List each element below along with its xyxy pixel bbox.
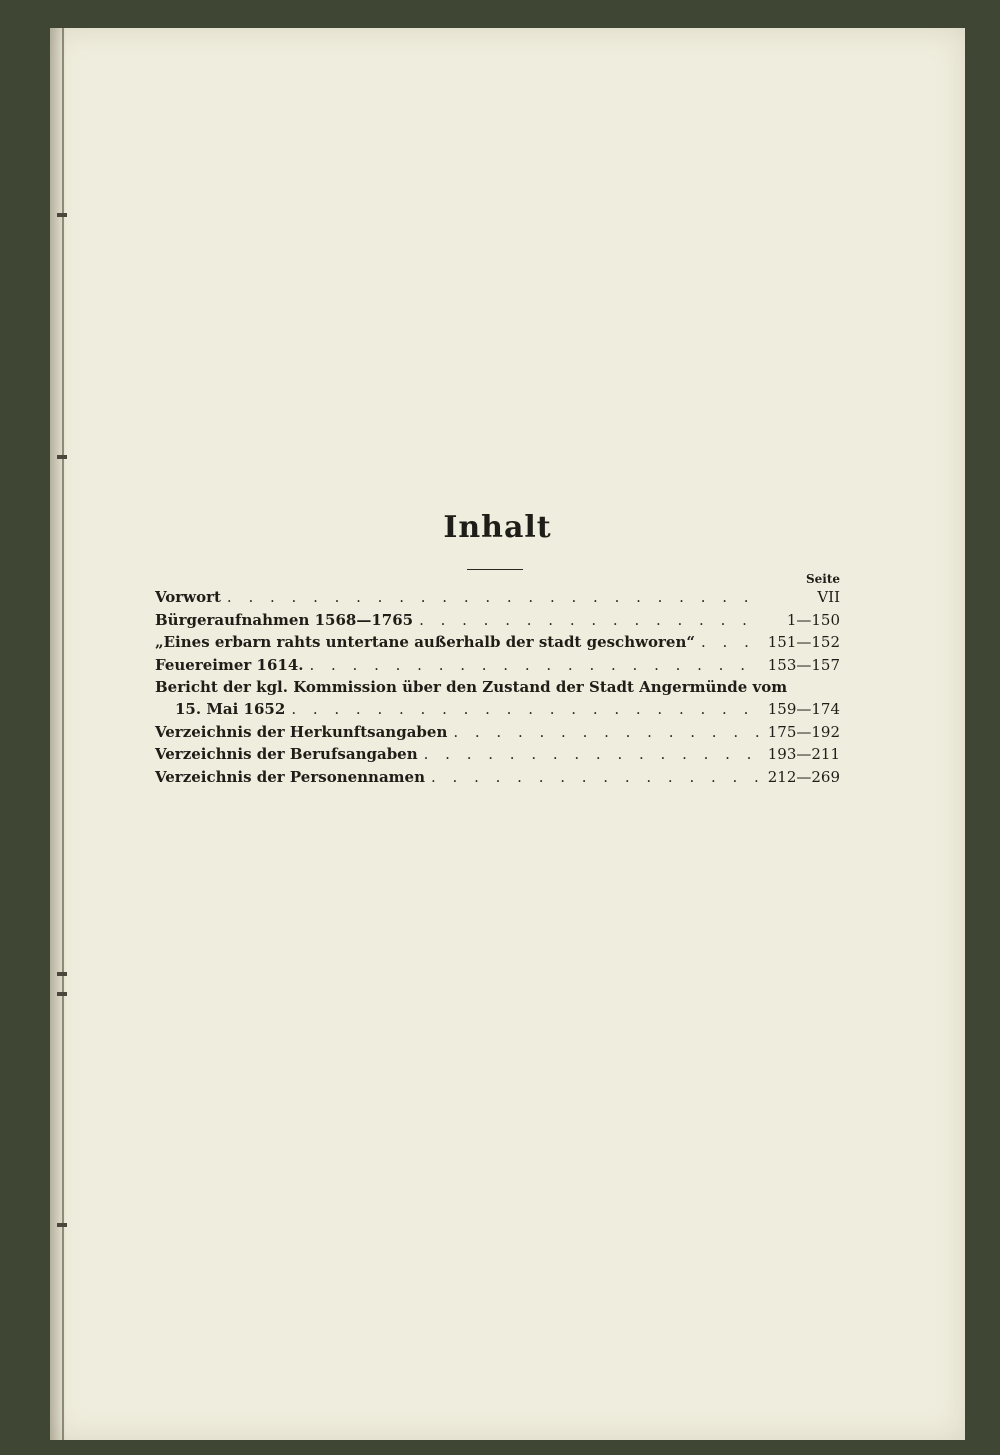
toc-entry-page: 159—174 [767,700,840,718]
binding-mark [57,972,67,976]
leader-dots [309,656,761,674]
toc-entry-label: Verzeichnis der Personennamen [155,767,426,786]
toc-entry [155,588,840,611]
toc-entry [155,611,840,634]
title-rule [467,569,523,570]
page-column-header: Seite [805,572,840,586]
binding-mark [57,213,67,217]
toc-entry-page: 193—211 [767,745,840,763]
toc-entry-page: 175—192 [767,722,840,741]
toc-entry [155,768,840,791]
leader-dots [424,745,762,763]
leader-dots [701,633,762,651]
leader-dots [227,588,764,606]
toc-entry [155,723,840,746]
toc-entry-page: 212—269 [767,767,840,786]
toc-entry-label: 15. Mai 1652 [175,700,286,718]
binding-mark [57,992,67,996]
toc-entry-label: Bericht der kgl. Kommission über den Zustand der Stadt Angermünde vom [155,678,788,696]
toc-entry [155,633,840,656]
leader-dots [453,723,761,741]
toc-entry-label: Vorwort [155,588,221,606]
binding-line [62,28,64,1440]
toc-entry [155,678,840,700]
binding-mark [57,455,67,459]
toc-entry-label: Feuereimer 1614. [155,655,304,674]
toc-entry-label: Verzeichnis der Herkunftsangaben [155,722,448,741]
table-of-contents [155,588,840,790]
toc-entry [155,700,840,723]
toc-entry-page: 153—157 [767,655,840,674]
leader-dots [431,768,762,786]
leader-dots [419,611,764,629]
toc-entry-label: Verzeichnis der Berufsangaben [155,745,418,763]
toc-entry-label: Bürgeraufnahmen 1568—1765 [155,610,414,629]
page-title: Inhalt [443,510,552,545]
toc-entry-page: 151—152 [767,633,840,651]
binding-mark [57,1223,67,1227]
toc-entry-page: VII [817,588,840,606]
toc-entry [155,656,840,679]
toc-entry-label: „Eines erbarn rahts untertane außerhalb der stadt geschworen“ [155,633,695,651]
leader-dots [291,700,761,718]
toc-entry-page: 1—150 [786,610,840,629]
toc-entry [155,745,840,768]
